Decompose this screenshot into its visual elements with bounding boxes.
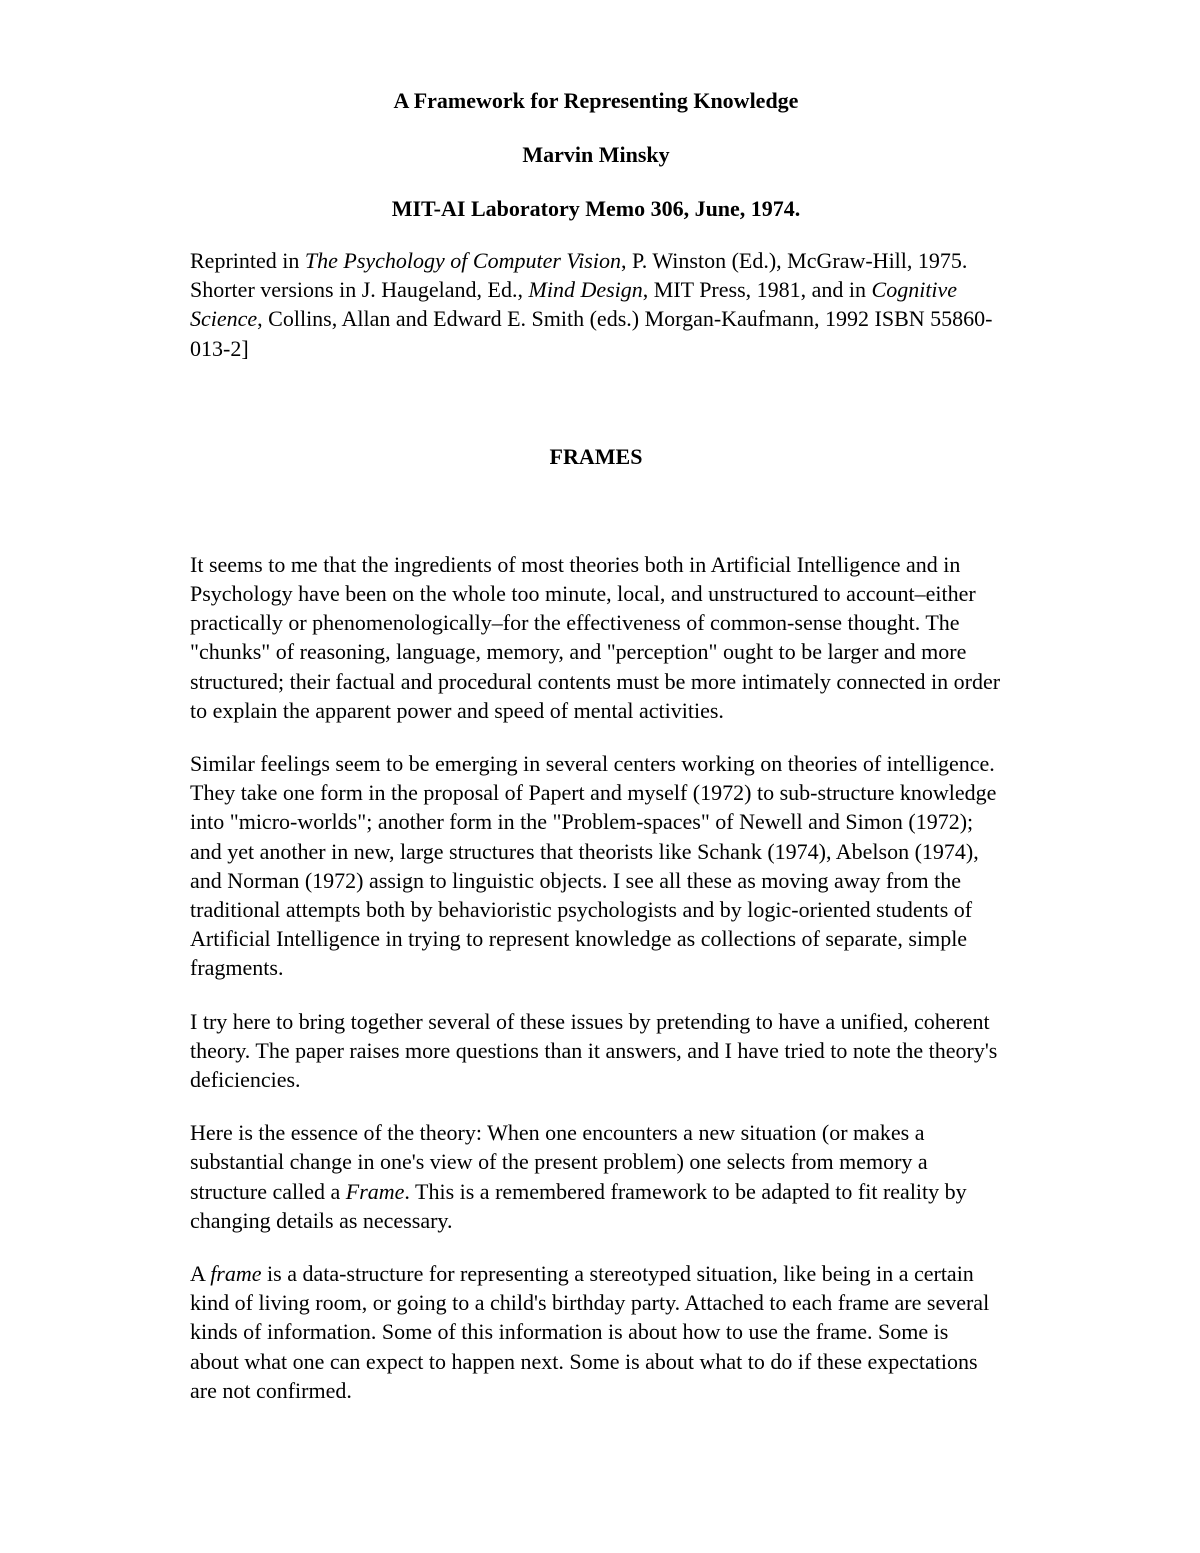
book-title-mind-design: Mind Design	[528, 277, 643, 303]
paragraph-5-text: is a data-structure for representing a stereotyped situation, like being in a certain kind of living room, or going to a child's birthday party. Attached to each frame are several kinds of information. Some of this information is about how to use the frame. Some is about what one can expect to happen next. Some is about what to do if these expectations are not confirmed.	[190, 1261, 990, 1403]
paragraph-3: I try here to bring together several of these issues by pretending to have a unified, coherent theory. The paper raises more questions than it answers, and I have tried to note the theory's deficiencies.	[190, 1008, 998, 1093]
paragraph-1: It seems to me that the ingredients of most theories both in Artificial Intelligence and in Psychology have been on the whole too minute, local, and unstructured to account–either practically or phenomenologically–for the effectiveness of common-sense thought. The "chunks" of reasoning, language, memory, and "perception" ought to be larger and more structured; their factual and procedural contents must be more intimately connected in order to explain the apparent power and speed of mental activities.	[190, 551, 1001, 723]
paper-author: Marvin Minsky	[522, 142, 670, 167]
reprint-text: , Collins, Allan and Edward E. Smith (eds.) Morgan-Kaufmann, 1992 ISBN 55860-013-2]	[190, 306, 993, 361]
reprint-text: , MIT Press, 1981, and in	[642, 277, 872, 303]
reprint-note	[190, 246, 1002, 363]
paragraph-5	[190, 1259, 1002, 1405]
term-frame: frame	[210, 1261, 262, 1287]
book-title-cognitive-science: Cognitive Science	[190, 277, 958, 332]
document-page	[190, 86, 1002, 1405]
reprint-text: , P. Winston (Ed.), McGraw-Hill, 1975. Shorter versions in J. Haugeland, Ed.,	[190, 248, 968, 303]
paragraph-4	[190, 1118, 1002, 1235]
paragraph-5-text: A	[190, 1261, 211, 1287]
paragraph-4-text: Here is the essence of the theory: When one encounters a new situation (or makes a substantial change in one's view of the present problem) one selects from memory a structure called a	[190, 1120, 928, 1204]
reprint-text: Reprinted in	[190, 248, 305, 273]
term-frame: Frame	[345, 1178, 405, 1204]
paragraph-2: Similar feelings seem to be emerging in several centers working on theories of intelligence. They take one form in the proposal of Papert and myself (1972) to sub-structure knowledge into "micro-worlds"; another form in the "Problem-spaces" of Newell and Simon (1972); and yet another in new, large structures that theorists like Schank (1974), Abelson (1974), and Norman (1972) assign to linguistic objects. I see all these as moving away from the traditional attempts both by behavioristic psychologists and by logic-oriented students of Artificial Intelligence in trying to represent knowledge as collections of separate, simple fragments.	[190, 751, 997, 981]
paper-title: A Framework for Representing Knowledge	[393, 88, 799, 113]
book-title-psychology: The Psychology of Computer Vision	[304, 248, 621, 273]
section-title: FRAMES	[549, 443, 643, 469]
paragraph-4-text: . This is a remembered framework to be adapted to fit reality by changing details as necessary.	[190, 1178, 967, 1233]
memo-line: MIT-AI Laboratory Memo 306, June, 1974.	[391, 196, 801, 221]
